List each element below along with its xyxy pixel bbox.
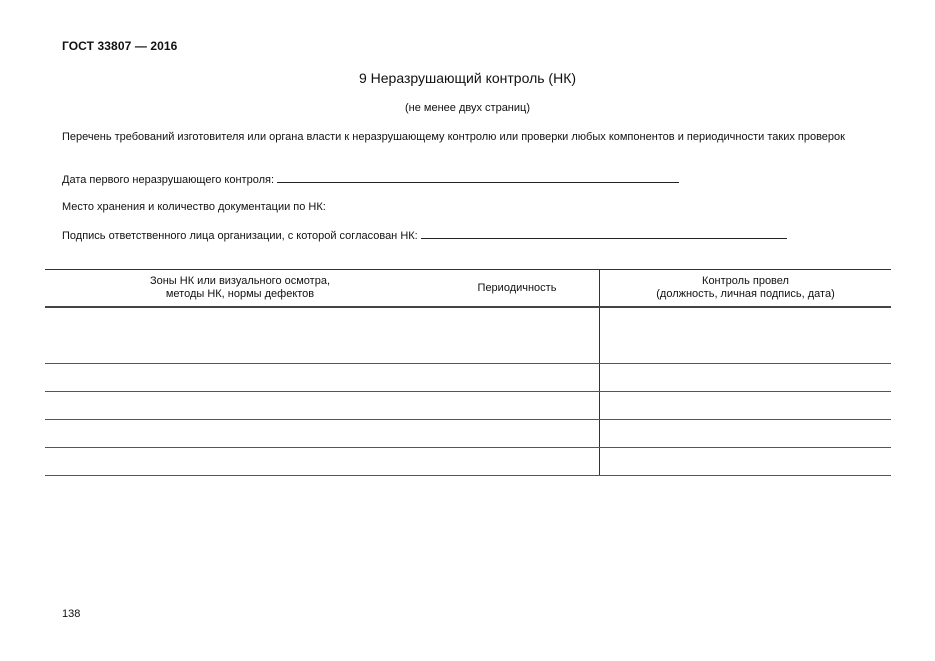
table-cell[interactable]	[600, 307, 892, 364]
section-note: (не менее двух страниц)	[405, 102, 530, 114]
header-periodicity	[435, 270, 600, 308]
signature-label: Подпись ответственного лица организации, с которой согласован НК:	[62, 230, 418, 242]
page-number: 138	[62, 608, 81, 620]
header-inspector	[600, 270, 892, 308]
header-periodicity-label: Периодичность	[477, 281, 557, 294]
section-title: 9 Неразрушающий контроль (НК)	[358, 70, 577, 86]
header-zones-line1: Зоны НК или визуального осмотра,	[149, 275, 331, 287]
table-cell[interactable]	[45, 448, 435, 476]
requirements-text: Перечень требований изготовителя или органа власти к неразрушающему контролю или проверки любых компонентов и периодичности таких проверок	[62, 131, 845, 143]
table-row	[45, 420, 891, 448]
table-cell[interactable]	[45, 364, 435, 392]
table-cell[interactable]	[600, 392, 892, 420]
first-ndt-date-blank[interactable]	[277, 172, 679, 183]
table-cell[interactable]	[435, 364, 600, 392]
header-inspector-line1: Контроль провел	[702, 275, 789, 287]
table-cell[interactable]	[435, 448, 600, 476]
table-cell[interactable]	[600, 364, 892, 392]
table-row	[45, 364, 891, 392]
table-cell[interactable]	[435, 307, 600, 364]
first-ndt-date-field	[62, 172, 882, 187]
table-cell[interactable]	[45, 307, 435, 364]
standard-code: ГОСТ 33807 — 2016	[62, 39, 178, 53]
table-row	[45, 307, 891, 364]
header-inspector-line2: (должность, личная подпись, дата)	[656, 288, 835, 300]
documentation-label: Место хранения и количество документации по НК:	[62, 201, 326, 213]
table-cell[interactable]	[45, 420, 435, 448]
documentation-field	[62, 200, 882, 214]
table-row	[45, 448, 891, 476]
header-zones-line2: методы НК, нормы дефектов	[165, 288, 315, 300]
ndt-table	[45, 269, 891, 476]
header-zones	[45, 270, 435, 308]
first-ndt-date-label: Дата первого неразрушающего контроля:	[62, 174, 275, 186]
signature-field	[62, 228, 882, 243]
table-header-row	[45, 270, 891, 308]
table-cell[interactable]	[600, 448, 892, 476]
table-cell[interactable]	[45, 392, 435, 420]
table-cell[interactable]	[435, 420, 600, 448]
table-cell[interactable]	[600, 420, 892, 448]
table-row	[45, 392, 891, 420]
signature-blank[interactable]	[421, 228, 787, 239]
table-cell[interactable]	[435, 392, 600, 420]
